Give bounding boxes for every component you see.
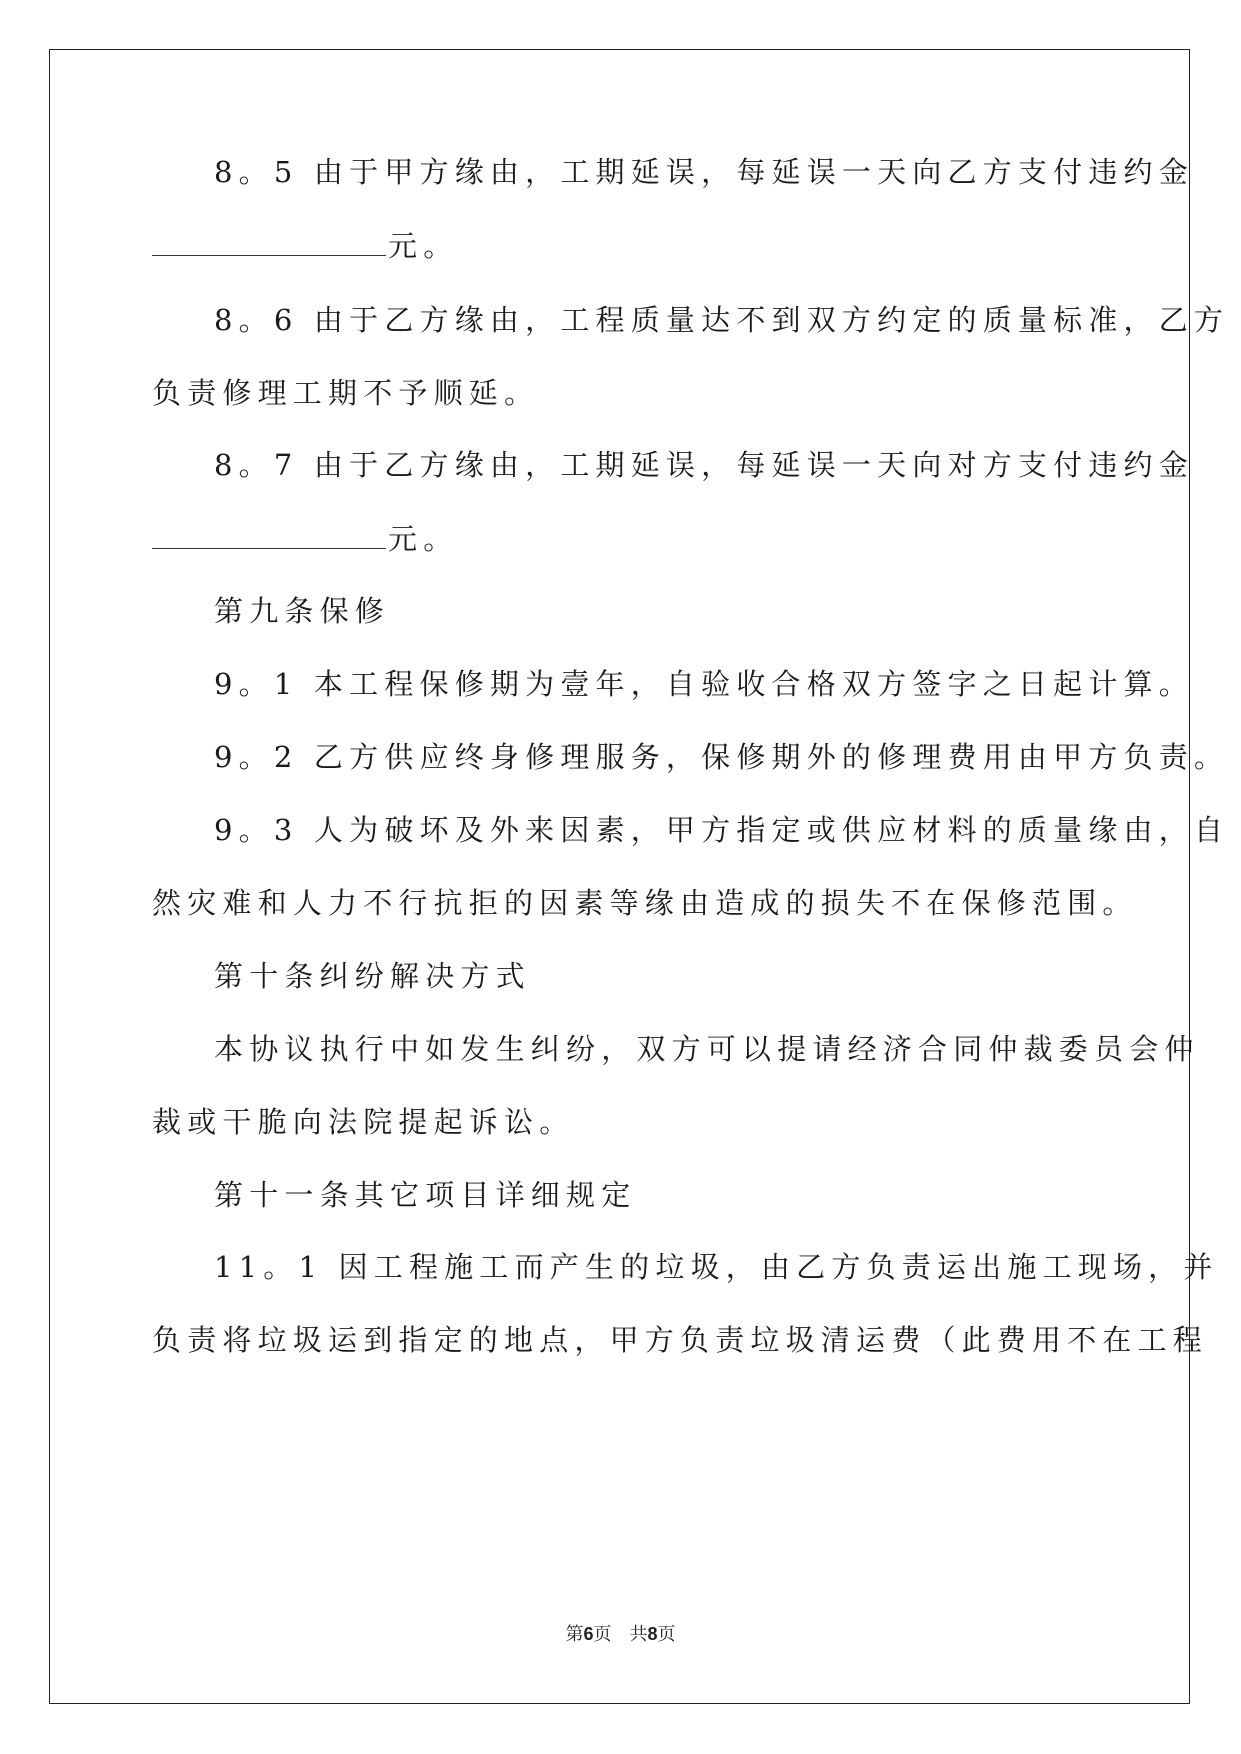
clause-9-1: 9。1 本工程保修期为壹年，自验收合格双方签字之日起计算。: [214, 667, 1194, 701]
page-footer: [0, 1620, 1241, 1646]
clause-8-7-unit: 元。: [388, 522, 459, 556]
article-10-line-2: 裁或干脆向法院提起诉讼。: [152, 1105, 575, 1139]
clause-8-5-line-2: [152, 226, 458, 266]
clause-8-5-line-1: 8。5 由于甲方缘由，工期延误，每延误一天向乙方支付违约金: [214, 155, 1194, 189]
page-total: 8: [647, 1624, 658, 1644]
page-mid: 页 共: [593, 1624, 648, 1645]
clause-8-5-unit: 元。: [388, 229, 459, 263]
clause-9-2: 9。2 乙方供应终身修理服务，保修期外的修理费用由甲方负责。: [214, 740, 1230, 774]
clause-8-6-line-1: 8。6 由于乙方缘由，工程质量达不到双方约定的质量标准，乙方: [214, 303, 1230, 337]
fill-in-blank: [152, 231, 386, 256]
clause-8-7-line-2: [152, 519, 458, 559]
page-current: 6: [583, 1624, 594, 1644]
article-10-line-1: 本协议执行中如发生纠纷，双方可以提请经济合同仲裁委员会仲: [214, 1032, 1200, 1066]
clause-9-3-line-1: 9。3 人为破坏及外来因素，甲方指定或供应材料的质量缘由，自: [214, 813, 1230, 847]
article-10-heading: 第十条纠纷解决方式: [214, 959, 531, 993]
fill-in-blank: [152, 524, 386, 549]
page-suffix: 页: [657, 1624, 676, 1645]
article-9-heading: 第九条保修: [214, 594, 391, 628]
clause-9-3-line-2: 然灾难和人力不行抗拒的因素等缘由造成的损失不在保修范围。: [152, 886, 1138, 920]
clause-11-1-line-2: 负责将垃圾运到指定的地点，甲方负责垃圾清运费（此费用不在工程: [152, 1323, 1209, 1357]
page-prefix: 第: [565, 1624, 584, 1645]
clause-8-6-line-2: 负责修理工期不予顺延。: [152, 376, 540, 410]
article-11-heading: 第十一条其它项目详细规定: [214, 1178, 637, 1212]
page-border: [49, 49, 1190, 1704]
clause-8-7-line-1: 8。7 由于乙方缘由，工期延误，每延误一天向对方支付违约金: [214, 448, 1194, 482]
clause-11-1-line-1: 11。1 因工程施工而产生的垃圾，由乙方负责运出施工现场，并: [214, 1250, 1219, 1284]
